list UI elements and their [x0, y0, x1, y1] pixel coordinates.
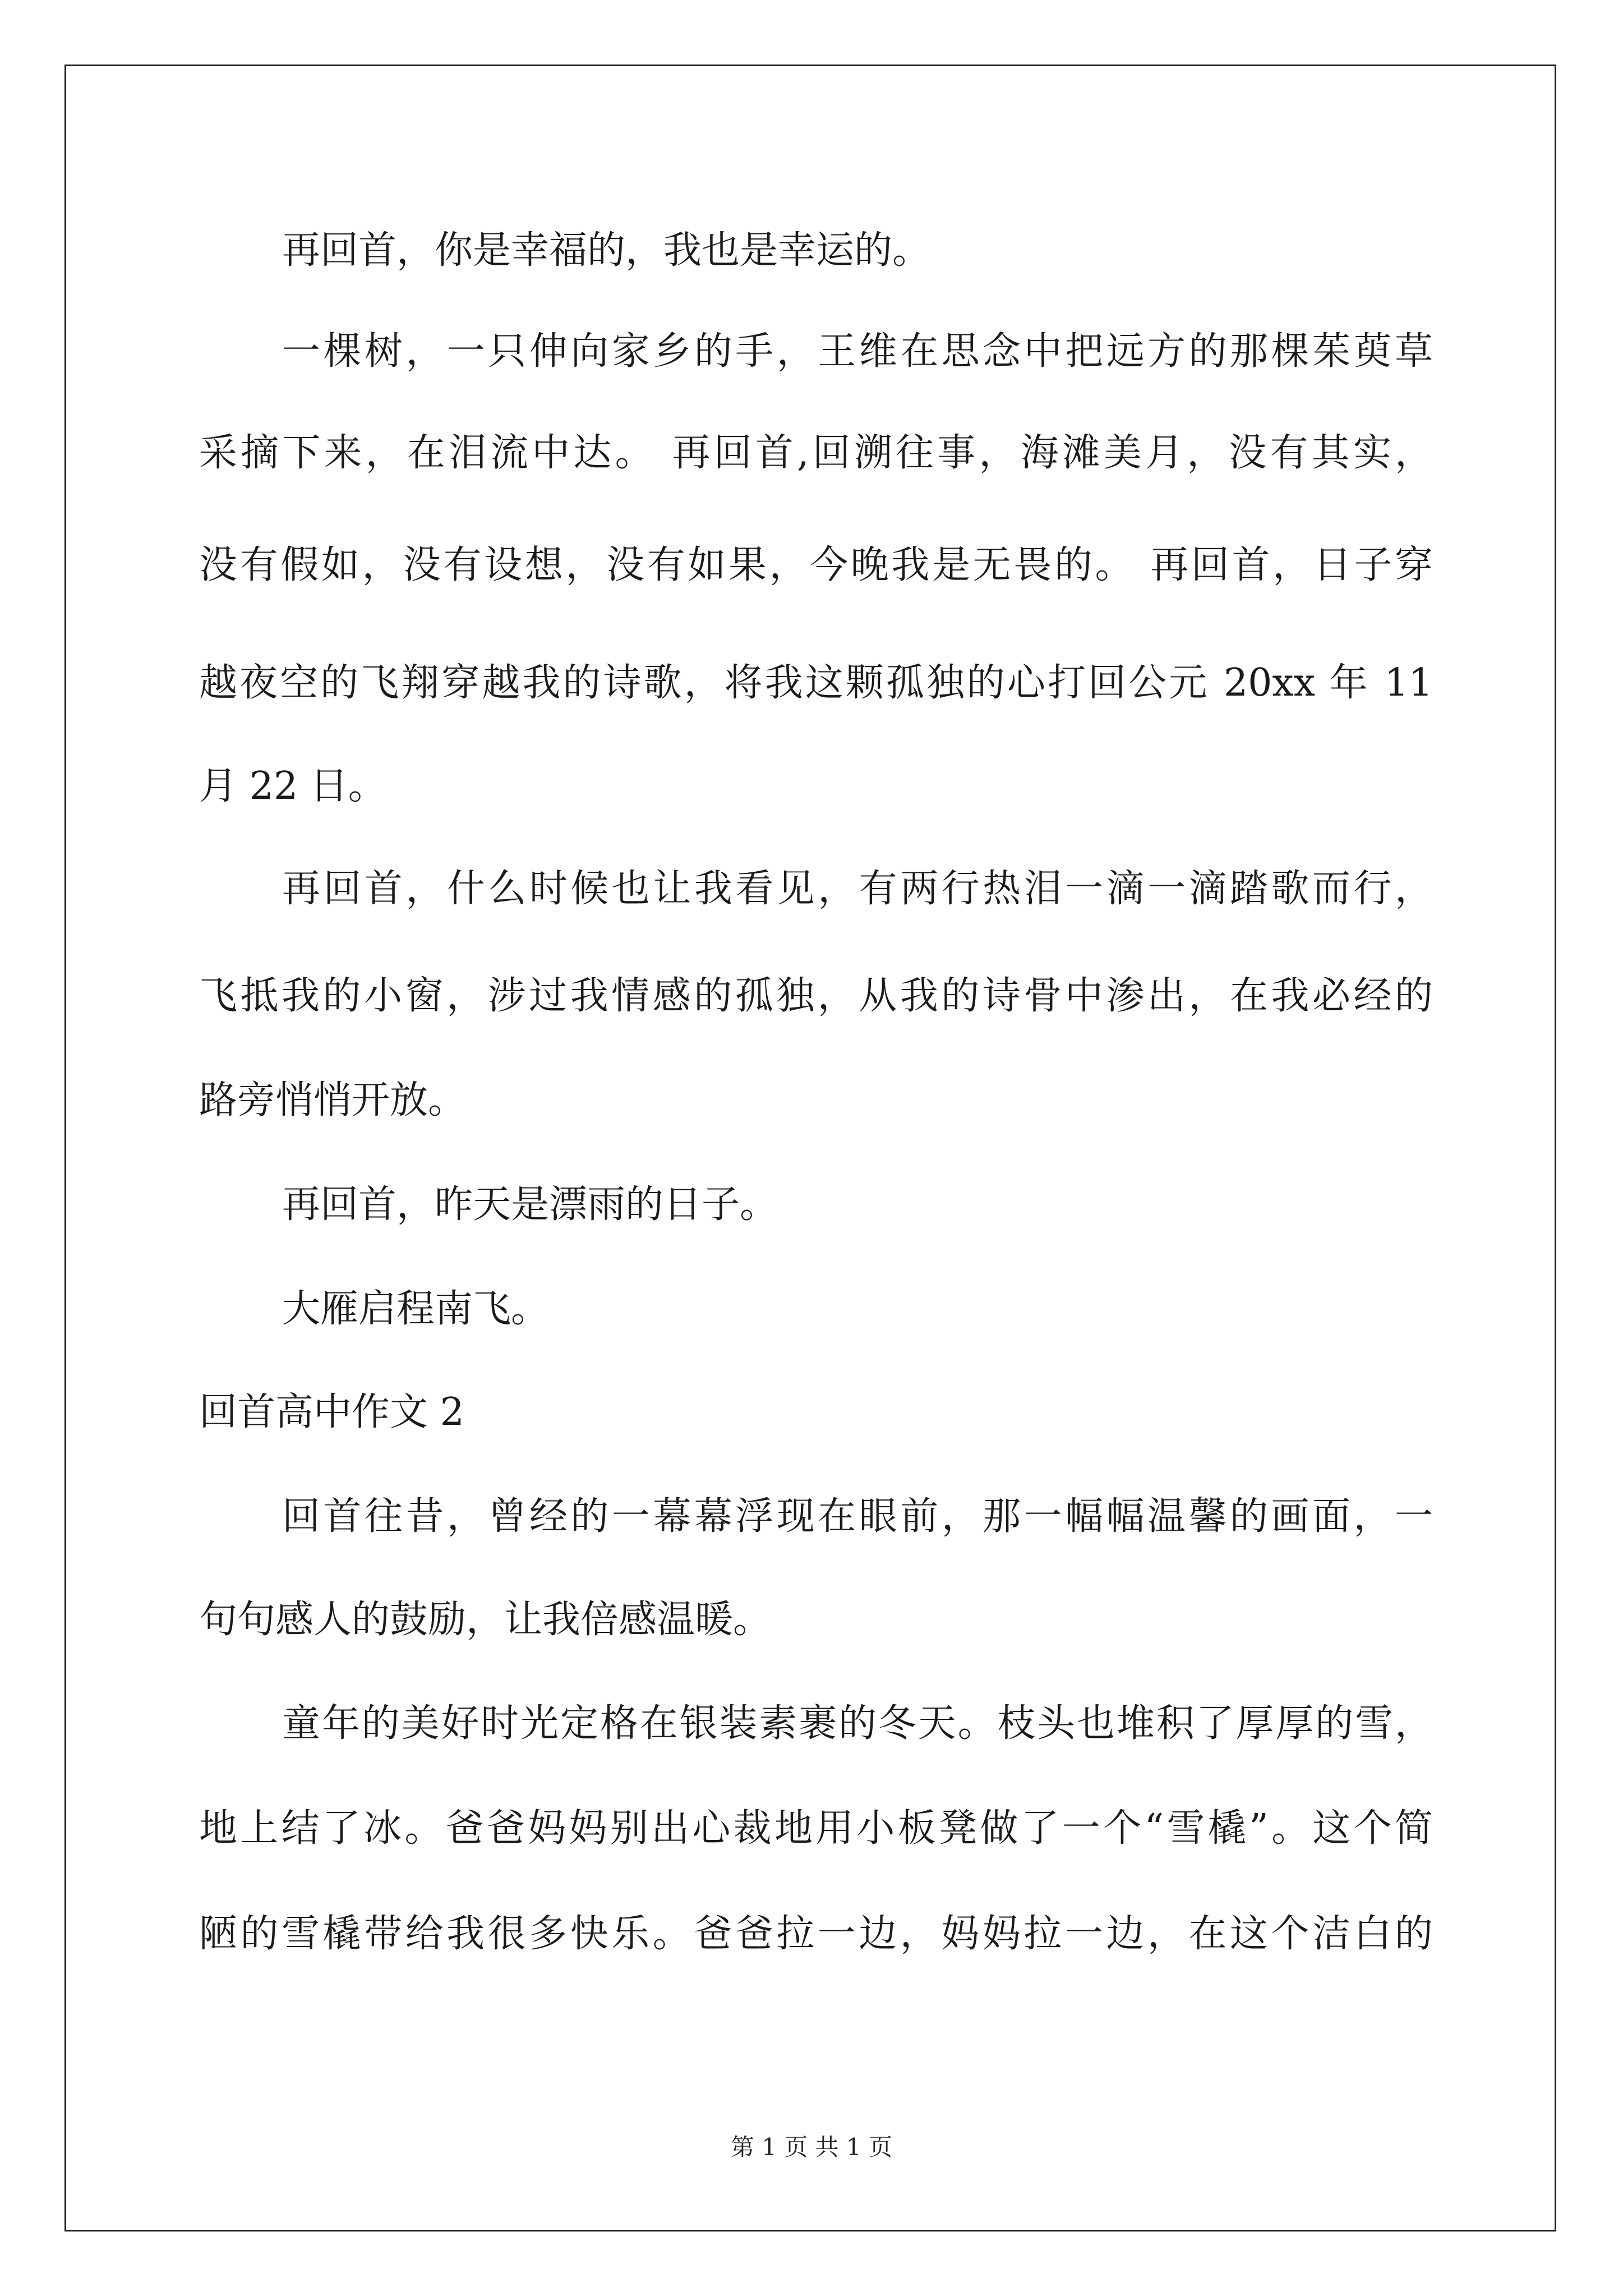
paragraph-line: 飞抵我的小窗，涉过我情感的孤独，从我的诗骨中渗出，在我必经的 [199, 974, 1433, 1018]
paragraph-line: 再回首，你是幸福的，我也是幸运的。 [282, 228, 931, 273]
paragraph-line: 一棵树，一只伸向家乡的手，王维在思念中把远方的那棵茱萸草 [282, 329, 1433, 374]
paragraph-line: 童年的美好时光定格在银装素裹的冬天。枝头也堆积了厚厚的雪， [282, 1701, 1433, 1746]
paragraph-line: 地上结了冰。爸爸妈妈别出心裁地用小板凳做了一个“雪橇”。这个简 [199, 1806, 1433, 1851]
page-border [64, 65, 1556, 2231]
paragraph-line: 句句感人的鼓励，让我倍感温暖。 [199, 1598, 772, 1642]
paragraph-line: 再回首，什么时候也让我看见，有两行热泪一滴一滴踏歌而行， [282, 867, 1433, 911]
paragraph-line: 采摘下来，在泪流中达。 再回首,回溯往事，海滩美月，没有其实， [199, 431, 1433, 475]
page-number-footer: 第 1 页 共 1 页 [730, 2133, 893, 2161]
paragraph-line: 大雁启程南飞。 [282, 1287, 550, 1331]
paragraph-line: 月 22 日。 [199, 764, 386, 808]
paragraph-line: 没有假如，没有设想，没有如果，今晚我是无畏的。 再回首，日子穿 [199, 543, 1433, 587]
paragraph-line: 陋的雪橇带给我很多快乐。爸爸拉一边，妈妈拉一边，在这个洁白的 [199, 1912, 1433, 1956]
section-heading: 回首高中作文 2 [199, 1390, 464, 1434]
paragraph-line: 路旁悄悄开放。 [199, 1078, 467, 1122]
paragraph-line: 再回首，昨天是漂雨的日子。 [282, 1182, 778, 1227]
paragraph-line: 回首往昔，曾经的一幕幕浮现在眼前，那一幅幅温馨的画面，一 [282, 1494, 1433, 1539]
paragraph-line: 越夜空的飞翔穿越我的诗歌，将我这颗孤独的心打回公元 20xx 年 11 [199, 661, 1433, 705]
